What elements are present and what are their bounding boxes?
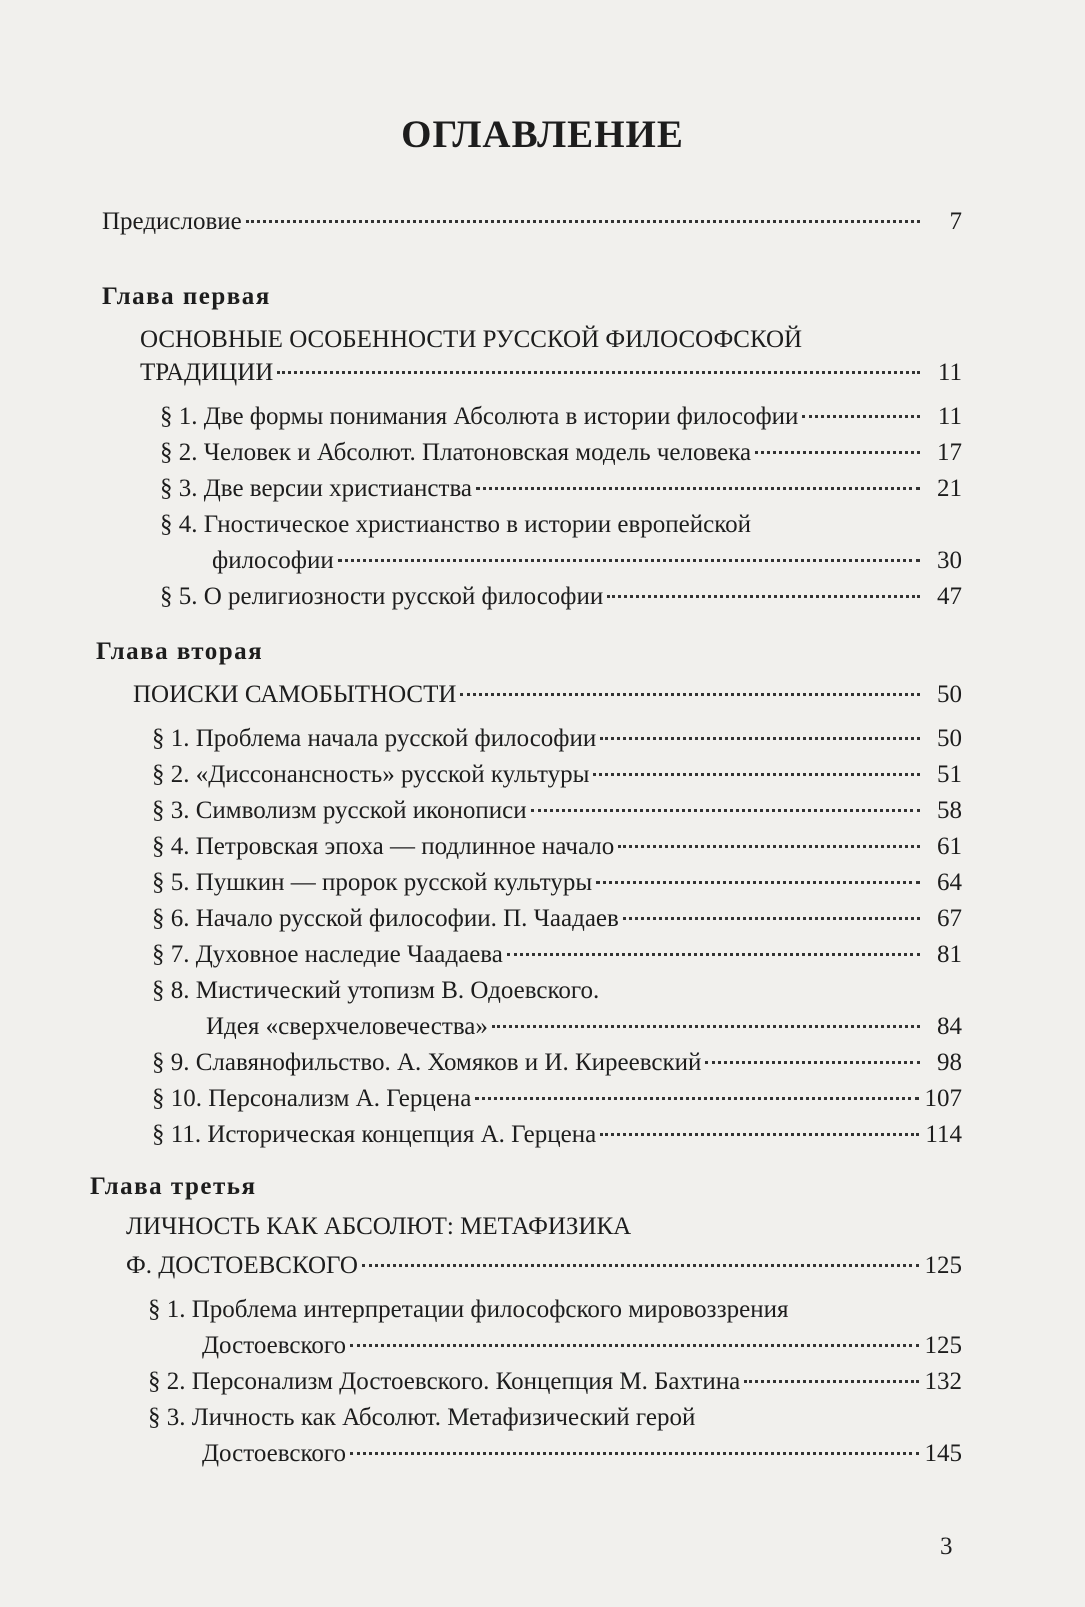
leader-dots — [623, 917, 920, 920]
toc-entry[interactable] — [152, 724, 962, 754]
toc-entry-page: 30 — [937, 547, 962, 574]
leader-dots — [338, 559, 920, 562]
toc-entry[interactable] — [152, 760, 962, 790]
toc-entry-page: 132 — [924, 1368, 962, 1395]
toc-entry[interactable] — [152, 1084, 962, 1114]
toc-entry-page: 84 — [937, 1013, 962, 1040]
toc-entry-label-line-1: § 3. Личность как Абсолют. Метафизический герой — [148, 1404, 696, 1431]
toc-entry-label: § 1. Две формы понимания Абсолюта в истории философии — [160, 403, 799, 430]
leader-dots — [744, 1380, 918, 1383]
toc-entry[interactable] — [152, 868, 962, 898]
chapter-heading-1-line-1: ОСНОВНЫЕ ОСОБЕННОСТИ РУССКОЙ ФИЛОСОФСКОЙ — [140, 326, 803, 353]
leader-dots — [476, 487, 920, 490]
leader-dots — [460, 693, 920, 696]
toc-entry-page: 145 — [924, 1440, 962, 1467]
toc-entry-page: 50 — [937, 681, 962, 708]
toc-entry-page: 21 — [937, 475, 962, 502]
toc-entry-label: Предисловие — [102, 208, 242, 235]
toc-entry-page: 17 — [937, 439, 962, 466]
toc-entry-page: 47 — [937, 583, 962, 610]
toc-entry-label: § 11. Историческая концепция А. Герцена — [152, 1121, 597, 1148]
chapter-heading-3-line-2: Ф. ДОСТОЕВСКОГО — [126, 1252, 358, 1279]
toc-entry[interactable] — [160, 582, 962, 612]
toc-entry-preface[interactable] — [102, 207, 962, 237]
page-number: 3 — [940, 1533, 953, 1560]
toc-entry-label-line-1: § 1. Проблема интерпретации философского мировоззрения — [148, 1296, 789, 1323]
toc-entry[interactable] — [160, 438, 962, 468]
toc-entry-page: 98 — [937, 1049, 962, 1076]
toc-entry-label-line-2: Достоевского — [202, 1440, 347, 1467]
toc-entry-page: 58 — [937, 797, 962, 824]
chapter-label-1: Глава первая — [102, 283, 271, 310]
toc-entry-label: § 7. Духовное наследие Чаадаева — [152, 941, 503, 968]
toc-entry-label: § 1. Проблема начала русской философии — [152, 725, 597, 752]
toc-entry-page: 51 — [937, 761, 962, 788]
page-title: ОГЛАВЛЕНИЕ — [401, 113, 684, 156]
toc-entry-label-line-2: Достоевского — [202, 1332, 347, 1359]
toc-entry[interactable] — [160, 474, 962, 504]
toc-entry-page: 11 — [937, 403, 962, 430]
toc-entry-page: 125 — [924, 1252, 962, 1279]
leader-dots — [593, 773, 920, 776]
chapter-label-3: Глава третья — [90, 1173, 257, 1200]
toc-entry-label: § 2. Персонализм Достоевского. Концепция М. Бахтина — [148, 1368, 741, 1395]
leader-dots — [246, 220, 920, 223]
leader-dots — [507, 953, 920, 956]
toc-entry[interactable] — [202, 1439, 962, 1469]
leader-dots — [607, 595, 920, 598]
toc-entry-label-line-2: философии — [212, 547, 334, 574]
toc-entry-page: 114 — [925, 1121, 962, 1148]
toc-entry[interactable] — [152, 796, 962, 826]
toc-entry-page: 67 — [937, 905, 962, 932]
toc-entry-label: § 2. Человек и Абсолют. Платоновская модель человека — [160, 439, 752, 466]
leader-dots — [350, 1344, 918, 1347]
chapter-heading-1-line-2: ТРАДИЦИИ — [140, 359, 274, 386]
toc-entry-label: § 3. Символизм русской иконописи — [152, 797, 527, 824]
toc-entry-label: § 5. О религиозности русской философии — [160, 583, 604, 610]
toc-entry[interactable] — [152, 1120, 962, 1150]
toc-entry-label-line-1: § 8. Мистический утопизм В. Одоевского. — [152, 977, 600, 1004]
chapter-heading-2-line-1: ПОИСКИ САМОБЫТНОСТИ — [133, 681, 457, 708]
toc-entry-label: § 5. Пушкин — пророк русской культуры — [152, 869, 593, 896]
leader-dots — [705, 1061, 920, 1064]
toc-entry-page: 107 — [924, 1085, 962, 1112]
leader-dots — [596, 881, 920, 884]
toc-entry[interactable] — [202, 1331, 962, 1361]
toc-entry[interactable] — [152, 904, 962, 934]
toc-entry-page: 125 — [924, 1332, 962, 1359]
toc-entry[interactable] — [152, 832, 962, 862]
toc-entry-label: § 10. Персонализм А. Герцена — [152, 1085, 472, 1112]
leader-dots — [475, 1097, 918, 1100]
leader-dots — [600, 737, 920, 740]
toc-entry[interactable] — [148, 1367, 962, 1397]
toc-entry-label-line-2: Идея «сверхчеловечества» — [206, 1013, 488, 1040]
toc-entry-page: 11 — [937, 359, 962, 386]
leader-dots — [618, 845, 920, 848]
leader-dots — [350, 1452, 918, 1455]
leader-dots — [362, 1264, 919, 1267]
leader-dots — [755, 451, 920, 454]
chapter-heading-1[interactable] — [140, 358, 962, 388]
toc-entry[interactable] — [206, 1012, 962, 1042]
leader-dots — [600, 1133, 919, 1136]
leader-dots — [531, 809, 920, 812]
toc-entry-page: 50 — [937, 725, 962, 752]
chapter-heading-2[interactable] — [133, 680, 962, 710]
chapter-heading-3-line-1: ЛИЧНОСТЬ КАК АБСОЛЮТ: МЕТАФИЗИКА — [126, 1213, 632, 1240]
toc-entry-label: § 3. Две версии христианства — [160, 475, 473, 502]
leader-dots — [277, 371, 920, 374]
toc-entry[interactable] — [212, 546, 962, 576]
toc-entry-page: 64 — [937, 869, 962, 896]
leader-dots — [492, 1025, 920, 1028]
toc-entry-page: 61 — [937, 833, 962, 860]
toc-entry-label: § 6. Начало русской философии. П. Чаадаев — [152, 905, 619, 932]
toc-entry[interactable] — [152, 1048, 962, 1078]
toc-entry-label: § 2. «Диссонансность» русской культуры — [152, 761, 590, 788]
toc-entry-label: § 4. Петровская эпоха — подлинное начало — [152, 833, 615, 860]
toc-entry-label: § 9. Славянофильство. А. Хомяков и И. Киреевский — [152, 1049, 702, 1076]
chapter-heading-3[interactable] — [126, 1251, 962, 1281]
leader-dots — [802, 415, 920, 418]
toc-entry-page: 81 — [937, 941, 962, 968]
toc-entry[interactable] — [152, 940, 962, 970]
chapter-label-2: Глава вторая — [96, 638, 264, 665]
toc-entry-page: 7 — [949, 208, 962, 235]
toc-entry-label-line-1: § 4. Гностическое христианство в истории европейской — [160, 511, 751, 538]
toc-entry[interactable] — [160, 402, 962, 432]
